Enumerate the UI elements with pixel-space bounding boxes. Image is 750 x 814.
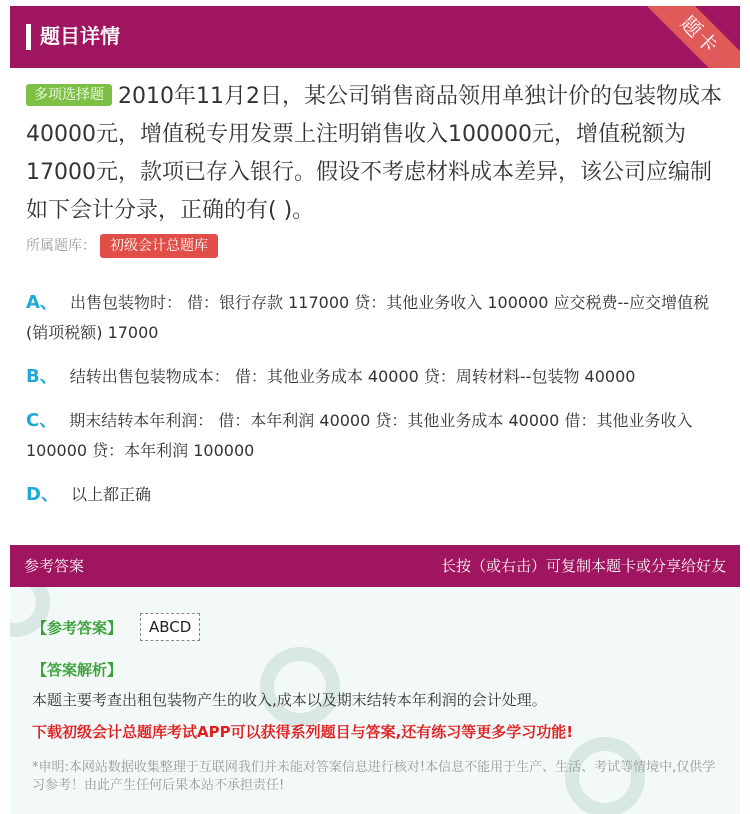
analysis-text: 本题主要考查出租包装物产生的收入,成本以及期末结转本年利润的会计处理。 <box>32 691 547 709</box>
option-letter: A、 <box>26 292 58 313</box>
bank-link[interactable]: 初级会计总题库 <box>100 234 218 258</box>
page-title: 题目详情 <box>40 24 120 48</box>
watermark-logo-icon <box>260 647 340 727</box>
header-accent-bar <box>26 24 31 50</box>
app-promo-link[interactable]: 下载初级会计总题库考试APP可以获得系列题目与答案,还有练习等更多学习功能! <box>32 723 574 741</box>
option-d[interactable] <box>26 480 730 510</box>
option-text: 以上都正确 <box>70 485 151 504</box>
page-header <box>10 6 740 68</box>
option-letter: C、 <box>26 410 58 431</box>
corner-ribbon: 题卡 <box>631 6 740 68</box>
analysis-label: 【答案解析】 <box>32 661 123 679</box>
bank-label: 所属题库： <box>26 238 96 254</box>
answer-section-header <box>10 545 740 587</box>
question-block <box>26 78 730 230</box>
answer-section-title: 参考答案 <box>24 557 85 575</box>
question-bank <box>26 234 218 258</box>
question-type-badge: 多项选择题 <box>26 84 112 106</box>
answer-label: 【参考答案】 <box>32 619 123 637</box>
option-text: 期末结转本年利润： 借：本年利润 40000 贷：其他业务成本 40000 借：其他业务收入 100000 贷：本年利润 100000 <box>26 411 693 460</box>
answer-panel <box>10 587 740 814</box>
option-text: 结转出售包装物成本： 借：其他业务成本 40000 贷：周转材料--包装物 40000 <box>69 367 636 386</box>
disclaimer-text: *申明:本网站数据收集整理于互联网我们并未能对答案信息进行核对!本信息不能用于生产、生活、考试等情境中,仅供学习参考！由此产生任何后果本站不承担责任! <box>32 760 716 793</box>
share-hint: 长按（或右击）可复制本题卡或分享给好友 <box>440 557 726 575</box>
option-b[interactable] <box>26 362 730 392</box>
answer-value: ABCD <box>140 613 200 641</box>
question-text: 2010年11月2日，某公司销售商品领用单独计价的包装物成本40000元，增值税专用发票上注明销售收入100000元，增值税额为17000元，款项已存入银行。假设不考虑材料成本差异，该公司应编制如下会计分录，正确的有( )。 <box>26 84 722 223</box>
options-list <box>26 288 730 510</box>
option-text: 出售包装物时： 借：银行存款 117000 贷：其他业务收入 100000 应交税费--应交增值税(销项税额) 17000 <box>26 293 710 342</box>
option-a[interactable] <box>26 288 730 348</box>
option-c[interactable] <box>26 406 730 466</box>
option-letter: D、 <box>26 484 59 505</box>
option-letter: B、 <box>26 366 58 387</box>
